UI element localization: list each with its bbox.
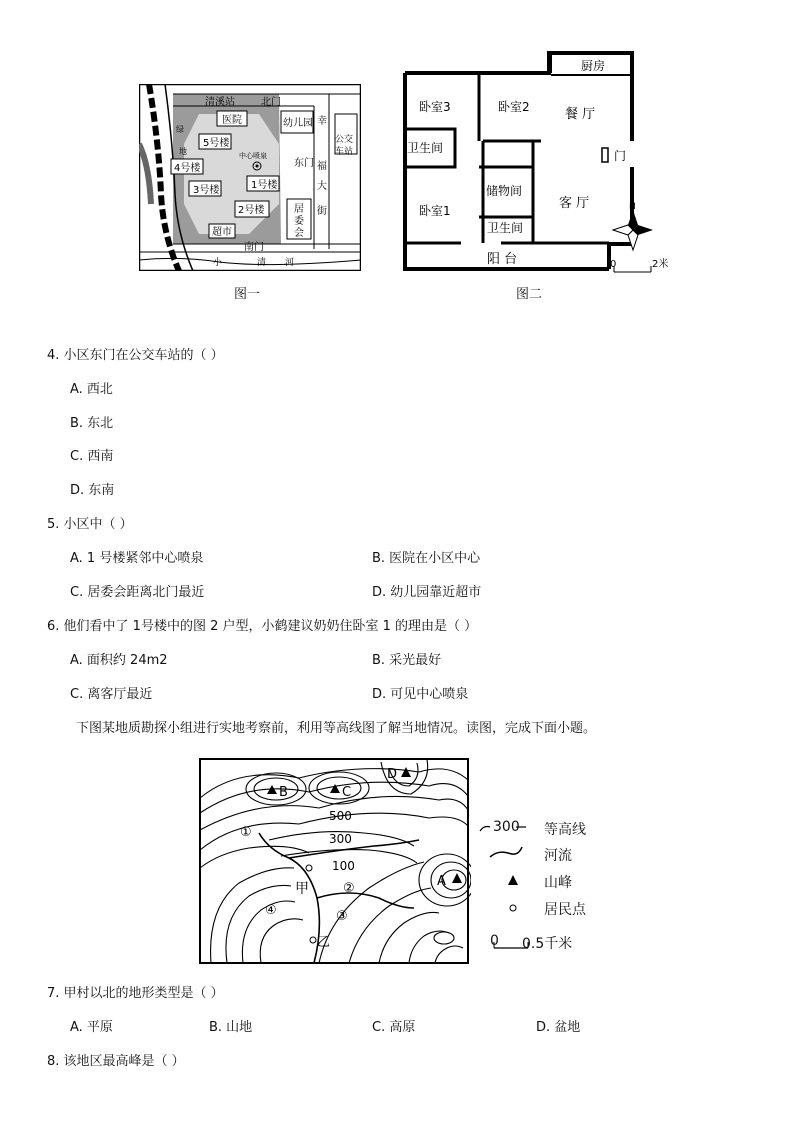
figure-1 — [139, 84, 361, 271]
label-door: 门 — [614, 149, 627, 163]
q7-option-a[interactable]: A. 平原 — [70, 1020, 113, 1035]
label-bedroom2: 卧室2 — [498, 100, 530, 114]
settlement-jia-icon — [306, 865, 312, 871]
scale-bar-icon — [610, 257, 668, 272]
label-river-3: 河 — [285, 258, 295, 268]
label-living: 客 厅 — [559, 196, 590, 211]
label-kitchen: 厨房 — [581, 59, 606, 73]
label-bus-2: 车站 — [335, 147, 354, 157]
label-jia: 甲 — [295, 881, 309, 897]
figure-1-caption: 图一 — [234, 287, 261, 302]
label-green-2: 地 — [179, 147, 187, 156]
label-xingfu-2: 福 — [317, 161, 327, 172]
contour-map — [199, 758, 471, 966]
label-xingfu-3: 大 — [317, 181, 327, 192]
label-green-1: 绿 — [176, 125, 184, 134]
label-bus-1: 公交 — [335, 135, 354, 145]
label-b1: 1号楼 — [251, 180, 278, 191]
legend-peak: 山峰 — [544, 875, 572, 891]
contour-legend — [478, 815, 618, 955]
scale-2-label: 2米 — [652, 259, 669, 270]
label-fountain: 中心喷泉 — [239, 152, 267, 160]
contour-map-svg — [199, 758, 471, 966]
label-xingfu-1: 幸 — [317, 116, 327, 127]
label-balcony: 阳 台 — [487, 252, 518, 267]
q4-option-c[interactable]: C. 西南 — [70, 449, 114, 464]
label-n1: ① — [240, 825, 252, 840]
label-kindergarten: 幼儿园 — [283, 118, 313, 129]
scale-0-label: 0 — [610, 259, 617, 270]
label-peak-d: D — [387, 767, 398, 782]
community-map — [139, 84, 361, 271]
label-bedroom3: 卧室3 — [419, 100, 451, 114]
q7-option-d[interactable]: D. 盆地 — [536, 1020, 581, 1035]
label-committee-2: 委 — [294, 216, 304, 227]
q4-option-d[interactable]: D. 东南 — [70, 483, 115, 498]
legend-scale-0: 0 — [490, 933, 499, 949]
q5-option-c[interactable]: C. 居委会距离北门最近 — [70, 585, 205, 600]
label-peak-b: B — [279, 785, 288, 800]
question-7-stem: 7. 甲村以北的地形类型是（ ） — [47, 986, 224, 1001]
q6-option-b[interactable]: B. 采光最好 — [372, 653, 442, 668]
legend-settlement: 居民点 — [544, 902, 586, 918]
label-storage: 储物间 — [486, 184, 523, 198]
label-contour-300: 300 — [329, 832, 352, 846]
q5-option-a[interactable]: A. 1 号楼紧邻中心喷泉 — [70, 551, 204, 566]
label-north-gate: 北门 — [261, 97, 281, 108]
figure-2 — [401, 49, 676, 274]
label-b4: 4号楼 — [174, 163, 201, 174]
question-5-stem: 5. 小区中（ ） — [47, 517, 133, 532]
label-bath-top: 卫生间 — [407, 141, 444, 155]
label-b5: 5号楼 — [203, 138, 230, 149]
label-committee-1: 居 — [294, 204, 304, 215]
label-n4: ④ — [265, 903, 277, 918]
label-bath-bottom: 卫生间 — [487, 221, 524, 235]
q4-option-b[interactable]: B. 东北 — [70, 416, 114, 431]
label-dining: 餐 厅 — [565, 107, 596, 122]
legend-river: 河流 — [544, 848, 572, 864]
figure-2-caption: 图二 — [516, 287, 543, 302]
river-icon — [490, 847, 522, 857]
label-east-gate: 东门 — [294, 158, 314, 169]
label-b2: 2号楼 — [238, 205, 265, 216]
intro-text: 下图某地质勘探小组进行实地考察前，利用等高线图了解当地情况。读图，完成下面小题。 — [76, 721, 597, 736]
legend-scale-label: 0.5千米 — [522, 936, 573, 952]
label-peak-c: C — [342, 785, 352, 800]
label-south-gate: 南门 — [244, 242, 264, 253]
q6-option-d[interactable]: D. 可见中心喷泉 — [372, 687, 469, 702]
label-bedroom1: 卧室1 — [419, 204, 451, 218]
label-north-left: 清溪站 — [205, 97, 235, 108]
label-supermarket: 超市 — [212, 227, 232, 238]
question-6-stem: 6. 他们看中了 1号楼中的图 2 户型，小鹤建议奶奶住卧室 1 的理由是（ ） — [47, 619, 478, 634]
label-river-2: 清 — [257, 258, 267, 268]
q5-option-b[interactable]: B. 医院在小区中心 — [372, 551, 481, 566]
q6-option-a[interactable]: A. 面积约 24m2 — [70, 653, 168, 668]
label-river-1: 小 — [213, 258, 223, 268]
floor-plan — [401, 49, 676, 274]
label-hospital: 医院 — [222, 115, 242, 126]
compass-n-label: N — [629, 202, 636, 212]
contour-line-icon — [480, 827, 490, 832]
peak-legend-icon — [508, 875, 518, 885]
legend-contour: 等高线 — [544, 822, 586, 838]
q7-option-b[interactable]: B. 山地 — [209, 1020, 253, 1035]
label-contour-500: 500 — [329, 809, 352, 823]
q5-option-d[interactable]: D. 幼儿园靠近超市 — [372, 585, 482, 600]
label-xingfu-4: 街 — [317, 206, 327, 217]
settlement-yi-icon — [310, 937, 316, 943]
label-contour-100: 100 — [332, 859, 355, 873]
label-n2: ② — [343, 881, 355, 896]
q7-option-c[interactable]: C. 高原 — [372, 1020, 416, 1035]
label-yi: 乙 — [317, 935, 331, 950]
question-8-stem: 8. 该地区最高峰是（ ） — [47, 1054, 185, 1069]
label-committee-3: 会 — [294, 228, 304, 239]
question-4-stem: 4. 小区东门在公交车站的（ ） — [47, 348, 224, 363]
label-b3: 3号楼 — [193, 185, 220, 196]
q6-option-c[interactable]: C. 离客厅最近 — [70, 687, 153, 702]
legend-contour-number: 300 — [493, 819, 520, 835]
q4-option-a[interactable]: A. 西北 — [70, 382, 113, 397]
label-n3: ③ — [336, 909, 348, 924]
settlement-legend-icon — [510, 905, 516, 911]
label-peak-a: A — [437, 874, 446, 889]
